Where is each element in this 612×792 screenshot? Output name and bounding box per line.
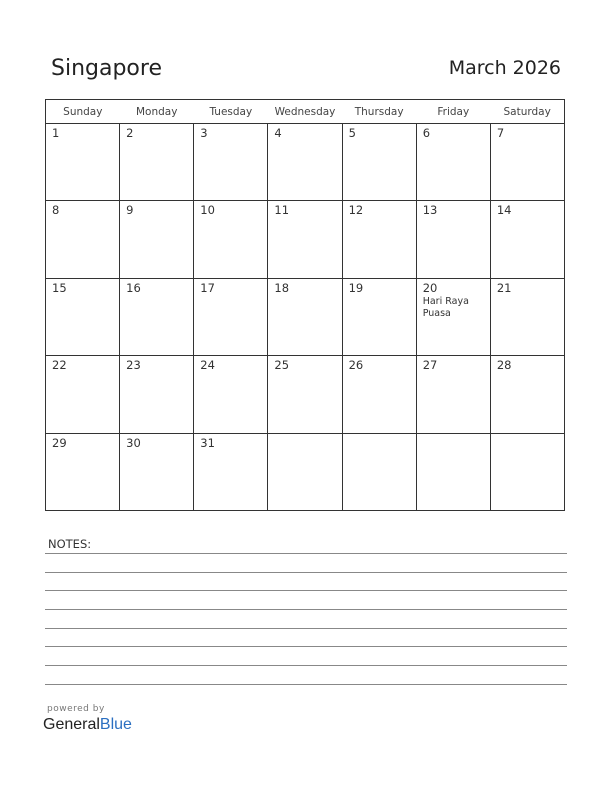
day-number: 30 [126,435,141,450]
day-number: 12 [348,203,364,218]
day-cell[interactable] [490,124,564,201]
weekday-wednesday: Wednesday [268,100,342,124]
day-number: 5 [348,126,356,140]
day-number: 31 [200,435,215,450]
weekday-tuesday: Tuesday [194,100,268,124]
day-number: 20 [422,280,438,295]
day-number: 3 [200,126,208,140]
calendar-week-row [46,356,565,433]
day-number: 25 [274,358,290,373]
weekday-monday: Monday [120,100,194,124]
day-number: 13 [422,203,438,218]
country-title: Singapore [51,56,162,81]
day-cell[interactable] [416,356,490,433]
calendar-week-row [46,278,565,355]
notes-label: NOTES: [48,537,92,551]
day-number: 15 [52,280,67,295]
day-cell[interactable] [120,356,194,433]
day-cell[interactable] [268,201,342,278]
day-number: 17 [200,280,215,295]
calendar-body [46,124,565,511]
calendar-week-row [46,201,565,278]
note-line [45,590,567,591]
weekday-thursday: Thursday [342,100,416,124]
day-cell[interactable] [194,433,268,510]
day-cell[interactable] [416,278,490,355]
day-cell[interactable] [342,356,416,433]
calendar-week-row [46,124,565,201]
day-cell[interactable] [490,356,564,433]
weekday-header-row [46,100,565,124]
day-cell[interactable] [490,433,564,510]
day-cell[interactable] [268,356,342,433]
day-cell[interactable] [46,433,120,510]
day-cell[interactable] [416,201,490,278]
day-cell[interactable] [416,124,490,201]
note-line [45,646,567,647]
weekday-saturday: Saturday [490,100,564,124]
day-number: 22 [52,358,67,373]
day-cell[interactable] [194,201,268,278]
day-cell[interactable] [342,278,416,355]
note-line [45,684,567,685]
day-number: 19 [348,280,364,295]
day-cell[interactable] [268,433,342,510]
day-number: 28 [496,358,512,373]
brand-general-text: General [43,716,100,733]
day-number: 11 [274,203,290,218]
day-number: 26 [348,358,364,373]
day-cell[interactable] [120,278,194,355]
calendar-grid [45,99,565,511]
day-cell[interactable] [416,433,490,510]
day-cell[interactable] [268,124,342,201]
day-cell[interactable] [342,433,416,510]
day-number: 27 [422,358,438,373]
day-cell[interactable] [490,278,564,355]
day-number: 23 [126,358,141,373]
day-number: 16 [126,280,141,295]
day-cell[interactable] [490,201,564,278]
note-line [45,572,567,573]
day-cell[interactable] [342,201,416,278]
day-cell[interactable] [120,124,194,201]
day-cell[interactable] [46,201,120,278]
generalblue-logo[interactable] [43,716,132,734]
day-cell[interactable] [46,124,120,201]
day-number: 14 [496,203,512,218]
note-line [45,553,567,554]
day-number: 18 [274,280,290,295]
day-number: 2 [126,126,134,140]
day-cell[interactable] [194,356,268,433]
day-number: 9 [126,203,134,218]
day-cell[interactable] [342,124,416,201]
day-number: 24 [200,358,215,373]
day-cell[interactable] [194,124,268,201]
day-number: 6 [422,126,431,140]
holiday-label: Hari Raya Puasa [422,295,469,319]
day-number: 10 [200,203,215,218]
day-cell[interactable] [120,433,194,510]
calendar-week-row [46,433,565,510]
weekday-friday: Friday [416,100,490,124]
note-line [45,628,567,629]
brand-blue-text: Blue [99,716,132,733]
day-number: 4 [274,126,282,140]
day-number: 1 [52,126,60,140]
day-cell[interactable] [268,278,342,355]
day-cell[interactable] [120,201,194,278]
day-number: 21 [496,280,512,295]
weekday-sunday: Sunday [46,100,120,124]
powered-by-text: powered by [47,704,105,714]
day-number: 8 [52,203,60,218]
note-line [45,609,567,610]
month-year-title: March 2026 [448,57,561,79]
day-cell[interactable] [46,356,120,433]
day-number: 29 [52,435,67,450]
day-number: 7 [496,126,505,140]
day-cell[interactable] [194,278,268,355]
note-line [45,665,567,666]
day-cell[interactable] [46,278,120,355]
